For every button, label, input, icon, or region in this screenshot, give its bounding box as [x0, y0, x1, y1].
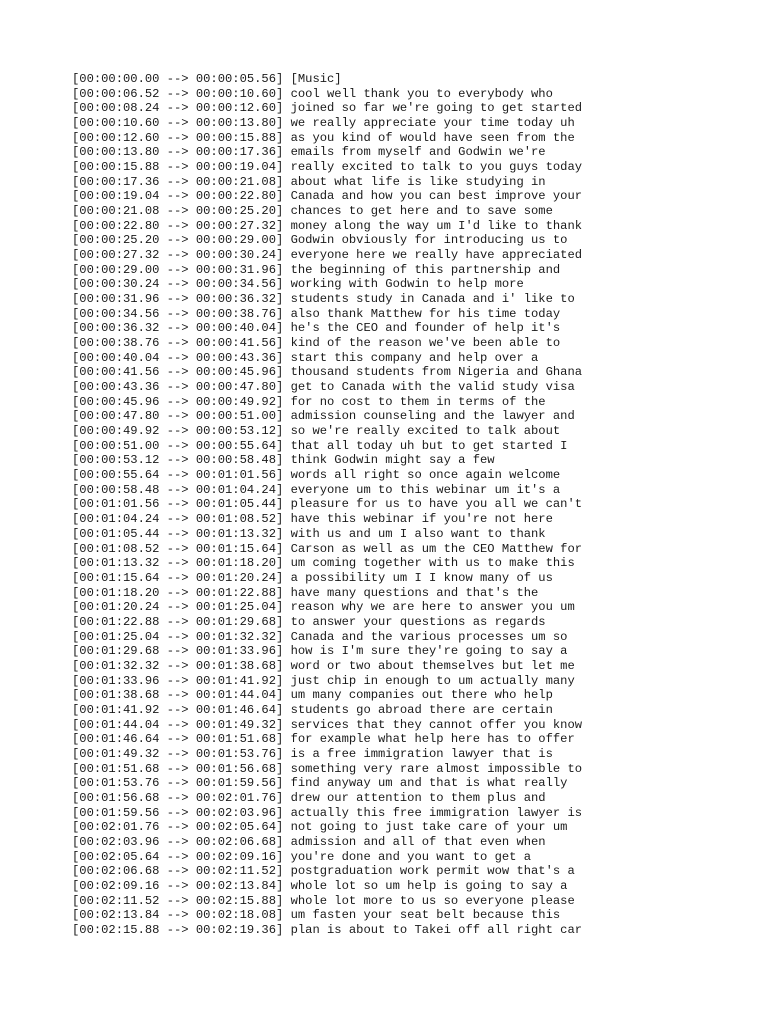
caption-text: as you kind of would have seen from the — [290, 130, 575, 145]
transcript-line — [72, 542, 582, 557]
timestamp: [00:01:44.04 --> 00:01:49.32] — [72, 717, 284, 732]
caption-text: whole lot so um help is going to say a — [290, 878, 568, 893]
timestamp: [00:01:05.44 --> 00:01:13.32] — [72, 526, 284, 541]
timestamp: [00:00:08.24 --> 00:00:12.60] — [72, 101, 284, 116]
transcript-line — [72, 409, 582, 424]
caption-text: something very rare almost impossible to — [290, 761, 583, 776]
timestamp: [00:00:25.20 --> 00:00:29.00] — [72, 233, 284, 248]
transcript-line — [72, 776, 582, 791]
caption-text: [Music] — [290, 72, 342, 86]
caption-text: for no cost to them in terms of the — [290, 394, 546, 409]
transcript-line — [72, 688, 582, 703]
timestamp: [00:01:38.68 --> 00:01:44.04] — [72, 688, 284, 703]
transcript-block — [72, 72, 582, 938]
caption-text: cool well thank you to everybody who — [290, 86, 553, 101]
timestamp: [00:00:10.60 --> 00:00:13.80] — [72, 116, 284, 131]
timestamp: [00:01:46.64 --> 00:01:51.68] — [72, 732, 284, 747]
caption-text: just chip in enough to um actually many — [290, 673, 575, 688]
transcript-line — [72, 277, 582, 292]
caption-text: whole lot more to us so everyone please — [290, 893, 575, 908]
timestamp: [00:00:49.92 --> 00:00:53.12] — [72, 424, 284, 439]
timestamp: [00:01:15.64 --> 00:01:20.24] — [72, 570, 284, 585]
timestamp: [00:01:08.52 --> 00:01:15.64] — [72, 541, 284, 556]
timestamp: [00:00:41.56 --> 00:00:45.96] — [72, 365, 284, 380]
timestamp: [00:01:33.96 --> 00:01:41.92] — [72, 673, 284, 688]
caption-text: students go abroad there are certain — [290, 702, 553, 717]
transcript-line — [72, 424, 582, 439]
transcript-line — [72, 219, 582, 234]
transcript-line — [72, 189, 582, 204]
timestamp: [00:01:41.92 --> 00:01:46.64] — [72, 702, 284, 717]
timestamp: [00:00:21.08 --> 00:00:25.20] — [72, 204, 284, 219]
transcript-line — [72, 527, 582, 542]
caption-text: thousand students from Nigeria and Ghana — [290, 365, 583, 380]
timestamp: [00:01:51.68 --> 00:01:56.68] — [72, 761, 284, 776]
timestamp: [00:01:32.32 --> 00:01:38.68] — [72, 658, 284, 673]
timestamp: [00:00:36.32 --> 00:00:40.04] — [72, 321, 284, 336]
transcript-line — [72, 791, 582, 806]
timestamp: [00:00:22.80 --> 00:00:27.32] — [72, 218, 284, 233]
caption-text: so we're really excited to talk about — [290, 424, 561, 439]
caption-text: kind of the reason we've been able to — [290, 336, 561, 351]
timestamp: [00:01:29.68 --> 00:01:33.96] — [72, 644, 284, 659]
transcript-line — [72, 835, 582, 850]
timestamp: [00:00:31.96 --> 00:00:36.32] — [72, 292, 284, 307]
timestamp: [00:00:06.52 --> 00:00:10.60] — [72, 86, 284, 101]
timestamp: [00:00:13.80 --> 00:00:17.36] — [72, 145, 284, 160]
timestamp: [00:00:58.48 --> 00:01:04.24] — [72, 482, 284, 497]
transcript-line — [72, 586, 582, 601]
transcript-line — [72, 747, 582, 762]
caption-text: words all right so once again welcome — [290, 468, 561, 483]
timestamp: [00:00:53.12 --> 00:00:58.48] — [72, 453, 284, 468]
transcript-line — [72, 204, 582, 219]
transcript-line — [72, 175, 582, 190]
transcript-line — [72, 248, 582, 263]
caption-text: Canada and how you can best improve your — [290, 189, 583, 204]
timestamp: [00:02:01.76 --> 00:02:05.64] — [72, 820, 284, 835]
transcript-line — [72, 131, 582, 146]
transcript-line — [72, 571, 582, 586]
transcript-line — [72, 630, 582, 645]
timestamp: [00:02:05.64 --> 00:02:09.16] — [72, 849, 284, 864]
transcript-line — [72, 365, 582, 380]
caption-text: students study in Canada and i' like to — [290, 292, 575, 307]
caption-text: reason why we are here to answer you um — [290, 600, 575, 615]
transcript-line — [72, 820, 582, 835]
transcript-line — [72, 850, 582, 865]
caption-text: emails from myself and Godwin we're — [290, 145, 546, 160]
transcript-line — [72, 351, 582, 366]
caption-text: for example what help here has to offer — [290, 732, 575, 747]
transcript-line — [72, 644, 582, 659]
caption-text: not going to just take care of your um — [290, 820, 568, 835]
transcript-line — [72, 703, 582, 718]
caption-text: everyone um to this webinar um it's a — [290, 482, 561, 497]
timestamp: [00:00:30.24 --> 00:00:34.56] — [72, 277, 284, 292]
timestamp: [00:00:29.00 --> 00:00:31.96] — [72, 262, 284, 277]
timestamp: [00:02:11.52 --> 00:02:15.88] — [72, 893, 284, 908]
transcript-line — [72, 600, 582, 615]
caption-text: admission and all of that even when — [290, 834, 546, 849]
caption-text: that all today uh but to get started I — [290, 438, 568, 453]
timestamp: [00:01:13.32 --> 00:01:18.20] — [72, 556, 284, 571]
timestamp: [00:00:47.80 --> 00:00:51.00] — [72, 409, 284, 424]
caption-text: how is I'm sure they're going to say a — [290, 644, 568, 659]
caption-text: plan is about to Takei off all right car — [290, 922, 583, 937]
transcript-line — [72, 923, 582, 938]
caption-text: Godwin obviously for introducing us to — [290, 233, 568, 248]
transcript-line — [72, 483, 582, 498]
caption-text: um fasten your seat belt because this — [290, 908, 561, 923]
caption-text: joined so far we're going to get started — [290, 101, 583, 116]
caption-text: have this webinar if you're not here — [290, 512, 553, 527]
caption-text: um coming together with us to make this — [290, 556, 575, 571]
transcript-line — [72, 439, 582, 454]
transcript-line — [72, 762, 582, 777]
timestamp: [00:01:53.76 --> 00:01:59.56] — [72, 776, 284, 791]
transcript-line — [72, 395, 582, 410]
caption-text: about what life is like studying in — [290, 174, 546, 189]
transcript-line — [72, 87, 582, 102]
timestamp: [00:01:18.20 --> 00:01:22.88] — [72, 585, 284, 600]
caption-text: think Godwin might say a few — [290, 453, 495, 468]
timestamp: [00:00:27.32 --> 00:00:30.24] — [72, 248, 284, 263]
transcript-line — [72, 497, 582, 512]
transcript-line — [72, 233, 582, 248]
timestamp: [00:00:34.56 --> 00:00:38.76] — [72, 306, 284, 321]
timestamp: [00:00:00.00 --> 00:00:05.56] — [72, 72, 284, 86]
timestamp: [00:01:59.56 --> 00:02:03.96] — [72, 805, 284, 820]
caption-text: drew our attention to them plus and — [290, 790, 546, 805]
timestamp: [00:01:22.88 --> 00:01:29.68] — [72, 614, 284, 629]
timestamp: [00:01:56.68 --> 00:02:01.76] — [72, 790, 284, 805]
transcript-line — [72, 615, 582, 630]
caption-text: a possibility um I I know many of us — [290, 570, 553, 585]
caption-text: get to Canada with the valid study visa — [290, 380, 575, 395]
caption-text: he's the CEO and founder of help it's — [290, 321, 561, 336]
caption-text: money along the way um I'd like to thank — [290, 218, 583, 233]
timestamp: [00:00:43.36 --> 00:00:47.80] — [72, 380, 284, 395]
caption-text: is a free immigration lawyer that is — [290, 746, 553, 761]
caption-text: to answer your questions as regards — [290, 614, 546, 629]
timestamp: [00:00:19.04 --> 00:00:22.80] — [72, 189, 284, 204]
transcript-line — [72, 145, 582, 160]
caption-text: pleasure for us to have you all we can't — [290, 497, 583, 512]
caption-text: we really appreciate your time today uh — [290, 116, 575, 131]
transcript-line — [72, 556, 582, 571]
timestamp: [00:02:06.68 --> 00:02:11.52] — [72, 864, 284, 879]
transcript-line — [72, 380, 582, 395]
transcript-line — [72, 732, 582, 747]
timestamp: [00:01:25.04 --> 00:01:32.32] — [72, 629, 284, 644]
caption-text: you're done and you want to get a — [290, 849, 532, 864]
timestamp: [00:00:17.36 --> 00:00:21.08] — [72, 174, 284, 189]
caption-text: Carson as well as um the CEO Matthew for — [290, 541, 583, 556]
transcript-line — [72, 894, 582, 909]
caption-text: working with Godwin to help more — [290, 277, 524, 292]
timestamp: [00:00:12.60 --> 00:00:15.88] — [72, 130, 284, 145]
transcript-line — [72, 512, 582, 527]
timestamp: [00:01:04.24 --> 00:01:08.52] — [72, 512, 284, 527]
timestamp: [00:01:20.24 --> 00:01:25.04] — [72, 600, 284, 615]
transcript-line — [72, 908, 582, 923]
caption-text: everyone here we really have appreciated — [290, 248, 583, 263]
transcript-line — [72, 160, 582, 175]
transcript-line — [72, 864, 582, 879]
caption-text: start this company and help over a — [290, 350, 539, 365]
caption-text: um many companies out there who help — [290, 688, 553, 703]
caption-text: postgraduation work permit wow that's a — [290, 864, 575, 879]
caption-text: chances to get here and to save some — [290, 204, 553, 219]
caption-text: word or two about themselves but let me — [290, 658, 575, 673]
transcript-line — [72, 879, 582, 894]
caption-text: also thank Matthew for his time today — [290, 306, 561, 321]
timestamp: [00:02:13.84 --> 00:02:18.08] — [72, 908, 284, 923]
transcript-line — [72, 292, 582, 307]
caption-text: services that they cannot offer you know — [290, 717, 583, 732]
transcript-line — [72, 468, 582, 483]
timestamp: [00:00:15.88 --> 00:00:19.04] — [72, 160, 284, 175]
timestamp: [00:00:51.00 --> 00:00:55.64] — [72, 438, 284, 453]
transcript-line — [72, 307, 582, 322]
caption-text: admission counseling and the lawyer and — [290, 409, 575, 424]
timestamp: [00:00:45.96 --> 00:00:49.92] — [72, 394, 284, 409]
transcript-line — [72, 263, 582, 278]
transcript-line — [72, 72, 582, 87]
timestamp: [00:02:03.96 --> 00:02:06.68] — [72, 834, 284, 849]
transcript-line — [72, 718, 582, 733]
transcript-line — [72, 116, 582, 131]
timestamp: [00:01:49.32 --> 00:01:53.76] — [72, 746, 284, 761]
caption-text: find anyway um and that is what really — [290, 776, 568, 791]
transcript-line — [72, 336, 582, 351]
caption-text: actually this free immigration lawyer is — [290, 805, 583, 820]
caption-text: Canada and the various processes um so — [290, 629, 568, 644]
timestamp: [00:02:09.16 --> 00:02:13.84] — [72, 878, 284, 893]
transcript-line — [72, 659, 582, 674]
transcript-line — [72, 101, 582, 116]
transcript-line — [72, 806, 582, 821]
timestamp: [00:00:40.04 --> 00:00:43.36] — [72, 350, 284, 365]
transcript-line — [72, 321, 582, 336]
timestamp: [00:02:15.88 --> 00:02:19.36] — [72, 922, 284, 937]
transcript-line — [72, 674, 582, 689]
timestamp: [00:01:01.56 --> 00:01:05.44] — [72, 497, 284, 512]
timestamp: [00:00:55.64 --> 00:01:01.56] — [72, 468, 284, 483]
transcript-line — [72, 453, 582, 468]
caption-text: have many questions and that's the — [290, 585, 539, 600]
caption-text: the beginning of this partnership and — [290, 262, 561, 277]
caption-text: with us and um I also want to thank — [290, 526, 546, 541]
timestamp: [00:00:38.76 --> 00:00:41.56] — [72, 336, 284, 351]
caption-text: really excited to talk to you guys today — [290, 160, 583, 175]
